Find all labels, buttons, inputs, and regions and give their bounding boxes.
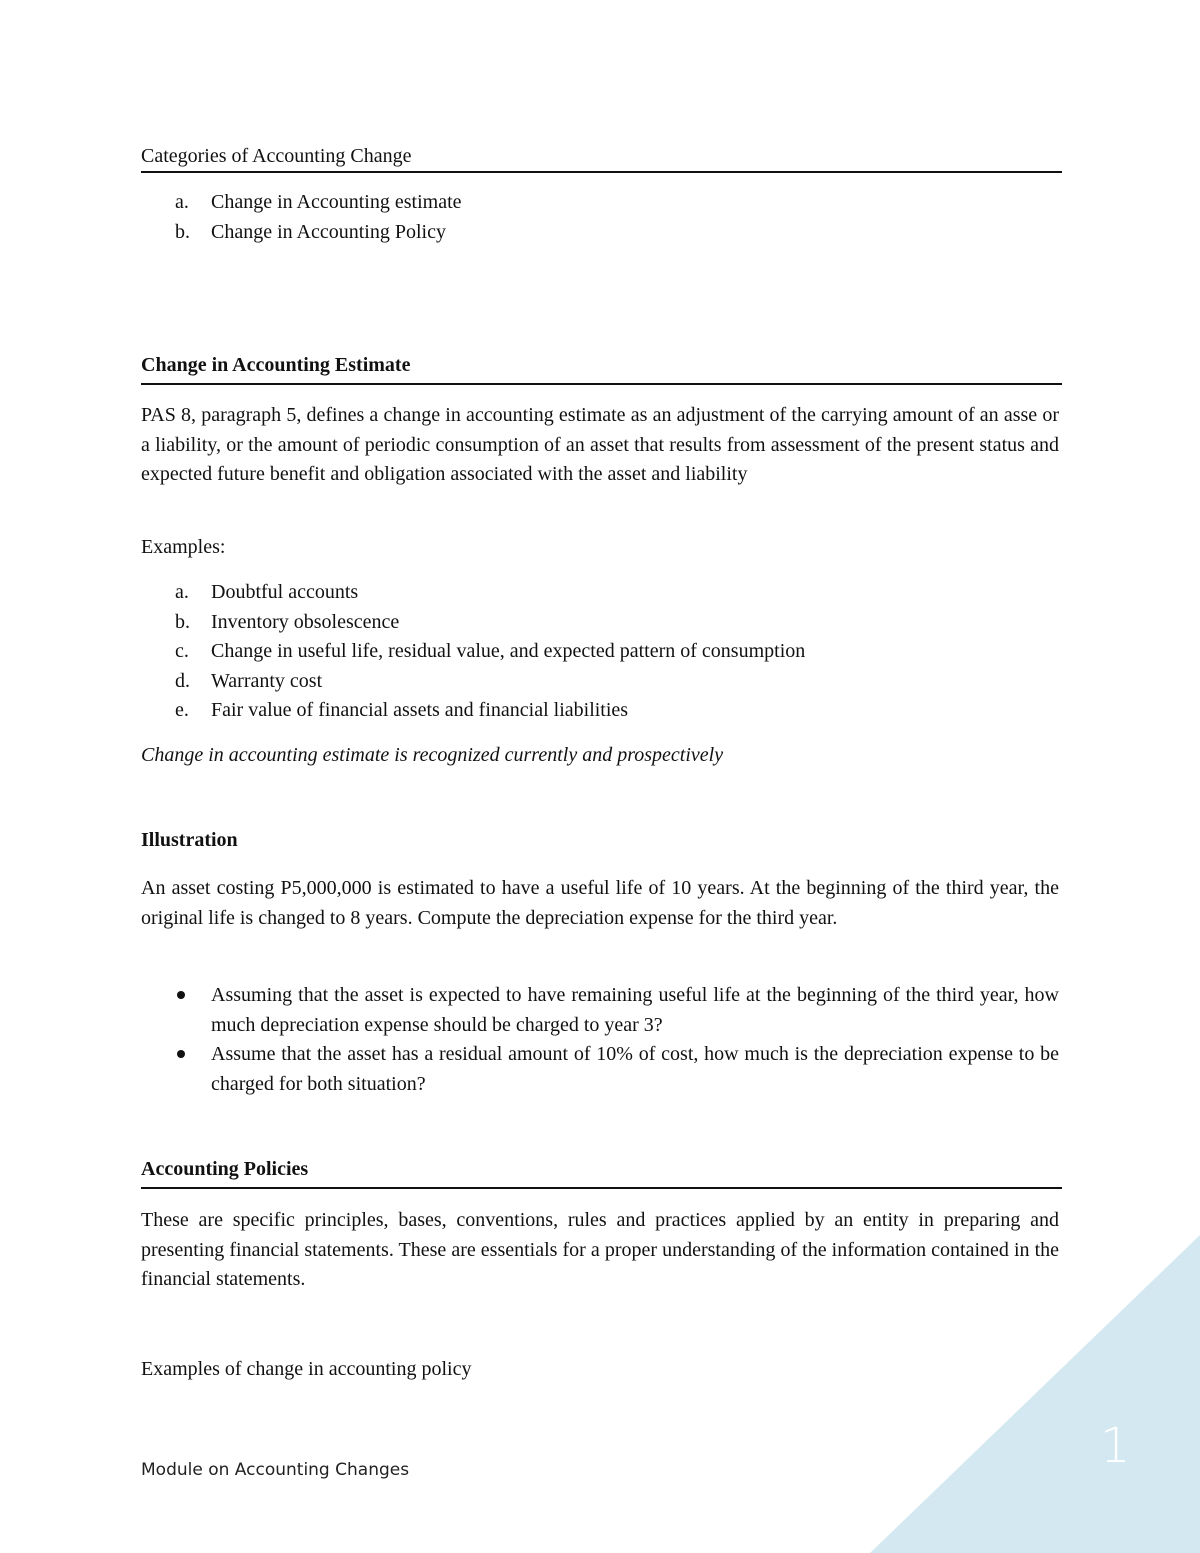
- examples-label: Examples:: [141, 536, 226, 558]
- categories-list: [141, 188, 1062, 247]
- list-marker: e.: [175, 699, 189, 721]
- list-marker: d.: [175, 669, 190, 692]
- list-item-text: Warranty cost: [211, 669, 323, 692]
- page-number: 1: [1100, 1418, 1131, 1474]
- list-marker: a.: [175, 581, 189, 603]
- list-item: [141, 218, 1062, 248]
- illustration-heading: Illustration: [141, 829, 238, 851]
- list-marker: a.: [175, 191, 189, 213]
- list-item-text: Change in Accounting estimate: [211, 191, 462, 213]
- list-item-text: Assume that the asset has a residual amount of 10% of cost, how much is the depreciation expense to be charged for both situation?: [211, 1043, 1059, 1095]
- list-item-text: Change in Accounting Policy: [211, 220, 446, 243]
- list-item: [141, 637, 1062, 667]
- illustration-questions-list: [141, 981, 1059, 1099]
- accounting-policies-heading: [141, 1158, 1062, 1189]
- list-item: [141, 578, 1062, 608]
- change-in-estimate-heading: [141, 354, 1062, 385]
- policy-examples-label: Examples of change in accounting policy: [141, 1358, 472, 1380]
- footer-module-title: Module on Accounting Changes: [141, 1460, 410, 1480]
- bullet-icon: [177, 991, 185, 999]
- bullet-icon: [177, 1050, 185, 1058]
- list-item: [141, 608, 1062, 638]
- illustration-paragraph: An asset costing P5,000,000 is estimated to have a useful life of 10 years. At the beginning of the third year, the original life is changed to 8 years. Compute the depreciation expense for the third year.: [141, 877, 1059, 929]
- list-marker: b.: [175, 220, 190, 243]
- list-item-text: Inventory obsolescence: [211, 610, 400, 633]
- categories-heading: [141, 142, 1062, 173]
- accounting-policies-heading-text: Accounting Policies: [141, 1158, 309, 1180]
- list-marker: b.: [175, 610, 190, 633]
- list-marker: c.: [175, 640, 189, 662]
- list-item: [141, 667, 1062, 697]
- estimate-definition-paragraph: PAS 8, paragraph 5, defines a change in accounting estimate as an adjustment of the carrying amount of an asse or a liability, or the amount of periodic consumption of an asset that results from assessment of the present status and expected future benefit and obligation associated with the asset and liability: [141, 404, 1059, 485]
- change-in-estimate-heading-text: Change in Accounting Estimate: [141, 354, 411, 376]
- policies-definition-paragraph: These are specific principles, bases, conventions, rules and practices applied by an entity in preparing and presenting financial statements. These are essentials for a proper understanding of the information contained in the financial statements.: [141, 1209, 1059, 1290]
- list-item: [141, 696, 1062, 726]
- recognition-note: Change in accounting estimate is recognized currently and prospectively: [141, 744, 724, 766]
- list-item: [141, 188, 1062, 218]
- list-item-text: Doubtful accounts: [211, 581, 359, 603]
- list-item: [141, 981, 1059, 1040]
- categories-heading-text: Categories of Accounting Change: [141, 145, 412, 167]
- list-item-text: Assuming that the asset is expected to have remaining useful life at the beginning of the third year, how much depreciation expense should be charged to year 3?: [211, 984, 1059, 1036]
- list-item-text: Change in useful life, residual value, and expected pattern of consumption: [211, 640, 806, 662]
- estimate-examples-list: [141, 578, 1062, 726]
- list-item-text: Fair value of financial assets and financial liabilities: [211, 699, 629, 721]
- list-item: [141, 1040, 1059, 1099]
